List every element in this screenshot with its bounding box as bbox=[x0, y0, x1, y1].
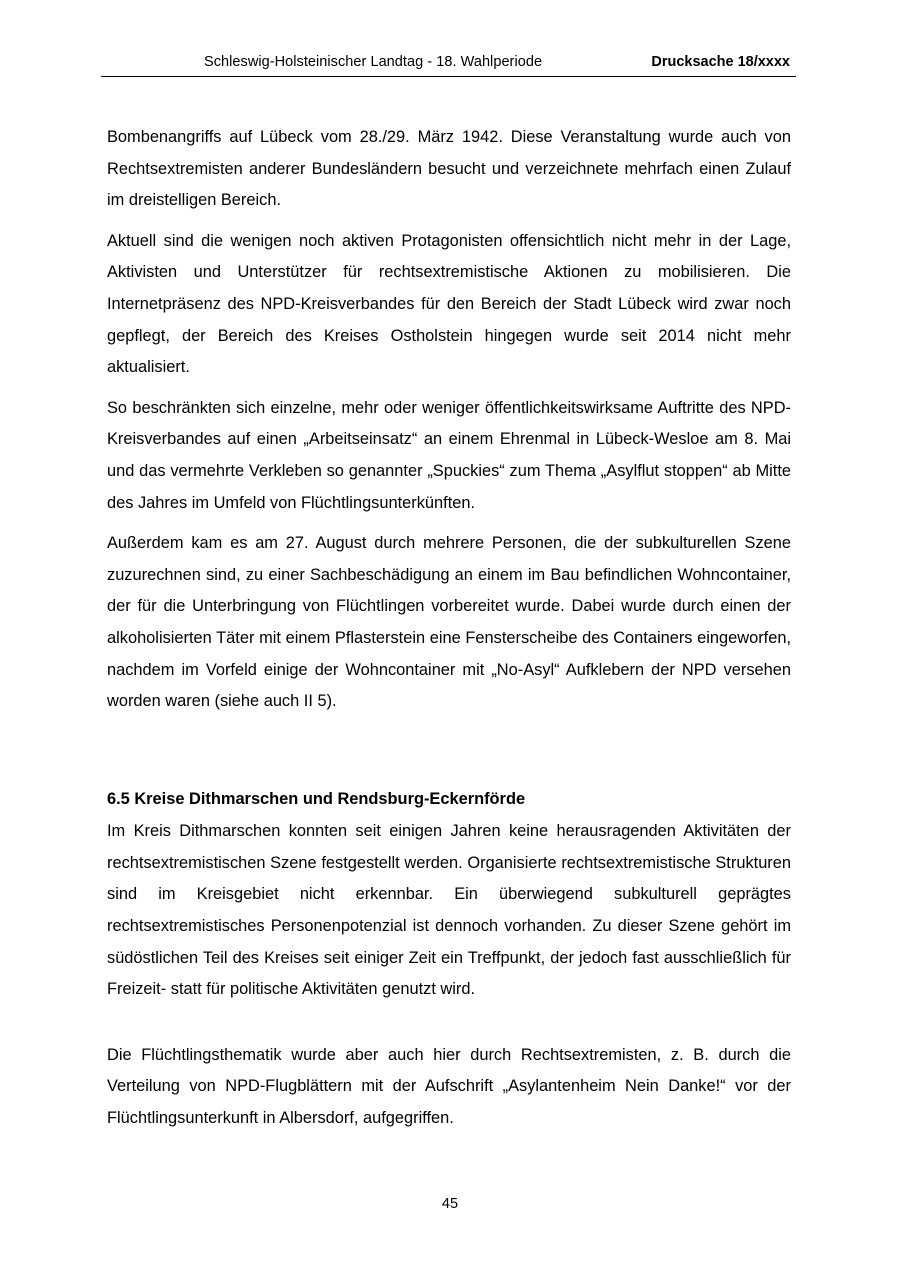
header-title: Schleswig-Holsteinischer Landtag - 18. Wahlperiode bbox=[204, 54, 543, 70]
spacer bbox=[107, 1015, 791, 1040]
paragraph: Aktuell sind die wenigen noch aktiven Protagonisten offensichtlich nicht mehr in der Lage, Aktivisten und Unterstützer für rechtsextremistische Aktionen zu mobilisieren. Die Internetpräsenz des NPD-Kreisverbandes für den Bereich der Stadt Lübeck wird zwar noch gepflegt, der Bereich des Kreises Ostholstein hingegen wurde seit 2014 nicht mehr aktualisiert. bbox=[107, 231, 791, 377]
paragraph: Im Kreis Dithmarschen konnten seit einigen Jahren keine herausragenden Aktivitäten der rechtsextremistischen Szene festgestellt werden. Organisierte rechtsextremistische Strukturen sind im Kreisgebiet nicht erkennbar. Ein überwiegend subkulturell geprägtes rechtsextremistisches Personenpotenzial ist dennoch vorhanden. Zu dieser Szene gehört im südöstlichen Teil des Kreises seit einiger Zeit ein Treffpunkt, der jedoch fast ausschließlich für Freizeit- statt für politische Aktivitäten genutzt wird. bbox=[107, 822, 791, 999]
section-heading: 6.5 Kreise Dithmarschen und Rendsburg-Eckernförde bbox=[107, 789, 526, 808]
page-number: 45 bbox=[441, 1196, 459, 1212]
page-header bbox=[101, 50, 796, 77]
document-body bbox=[107, 122, 791, 1144]
paragraph: Außerdem kam es am 27. August durch mehrere Personen, die der subkulturellen Szene zuzurechnen sind, zu einer Sachbeschädigung an einem im Bau befindlichen Wohncontainer, der für die Unterbringung von Flüchtlingen vorbereitet wurde. Dabei wurde durch einen der alkoholisierten Täter mit einem Pflasterstein eine Fensterscheibe des Containers eingeworfen, nachdem im Vorfeld einige der Wohncontainer mit „No-Asyl“ Aufklebern der NPD versehen worden waren (siehe auch II 5). bbox=[107, 534, 791, 711]
paragraph: Bombenangriffs auf Lübeck vom 28./29. März 1942. Diese Veranstaltung wurde auch von Rechtsextremisten anderer Bundesländern besucht und verzeichnete mehrfach einen Zulauf im dreistelligen Bereich. bbox=[107, 128, 791, 210]
paragraph: So beschränkten sich einzelne, mehr oder weniger öffentlichkeitswirksame Auftritte des NPD-Kreisverbandes auf einen „Arbeitseinsatz“ an einem Ehrenmal in Lübeck-Wesloe am 8. Mai und das vermehrte Verkleben so genannter „Spuckies“ zum Thema „Asylflut stoppen“ ab Mitte des Jahres im Umfeld von Flüchtlingsunterkünften. bbox=[107, 398, 791, 512]
spacer bbox=[107, 727, 791, 784]
document-number: Drucksache 18/xxxx bbox=[651, 54, 790, 70]
paragraph: Die Flüchtlingsthematik wurde aber auch hier durch Rechtsextremisten, z. B. durch die Verteilung von NPD-Flugblättern mit der Aufschrift „Asylantenheim Nein Danke!“ vor der Flüchtlingsunterkunft in Albersdorf, aufgegriffen. bbox=[107, 1045, 791, 1128]
